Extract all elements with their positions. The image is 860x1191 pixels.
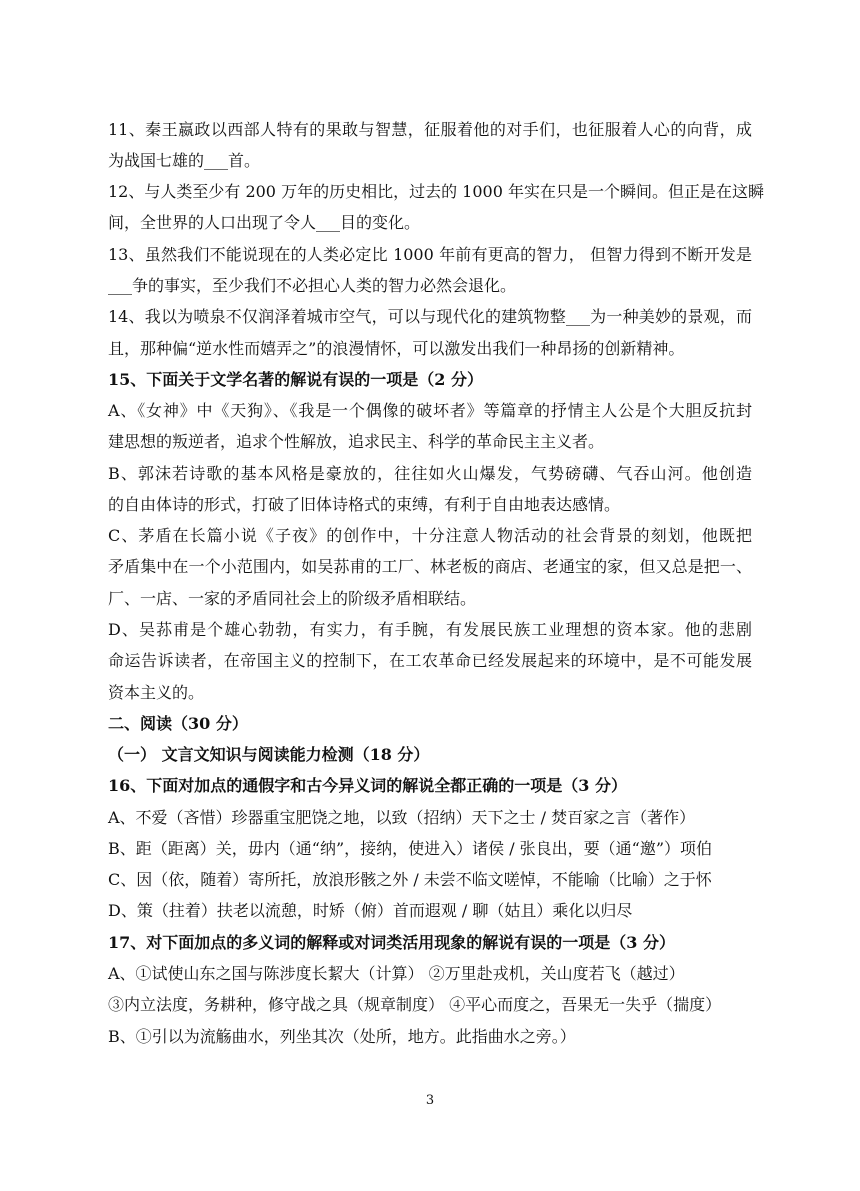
text-line: ___争的事实，至少我们不必担心人类的智力必然会退化。 [108, 276, 517, 295]
option-line: B、距（距离）关，毋内（通“纳”，接纳，使进入）诸侯 / 张良出，要（通“邀”）项伯 [108, 839, 713, 858]
text-line: 间，全世界的人口出现了令人___目的变化。 [108, 213, 421, 232]
option-line: A、不爱（吝惜）珍器重宝肥饶之地，以致（招纳）天下之士 / 焚百家之言（著作） [108, 808, 696, 827]
text-line: B、郭沫若诗歌的基本风格是豪放的，往往如火山爆发，气势磅礴、气吞山河。他创造 [108, 464, 752, 483]
text-line: A、《女神》中《天狗》、《我是一个偶像的破坏者》等篇章的抒情主人公是个大胆反抗封 [108, 401, 752, 420]
option-line: A、①试使山东之国与陈涉度长絜大（计算） ②万里赴戎机，关山度若飞（越过） [108, 964, 685, 983]
option-line: D、策（拄着）扶老以流憩，时矫（俯）首而遐观 / 聊（姑且）乘化以归尽 [108, 901, 633, 920]
text-line: D、吴荪甫是个雄心勃勃，有实力，有手腕，有发展民族工业理想的资本家。他的悲剧 [108, 620, 752, 639]
text-line: 建思想的叛逆者，追求个性解放，追求民主、科学的革命民主主义者。 [108, 432, 605, 451]
text-line: 矛盾集中在一个小范围内，如吴荪甫的工厂、林老板的商店、老通宝的家，但又总是把一、 [108, 557, 752, 576]
page-number: 3 [425, 1093, 435, 1108]
option-line: C、因（依，随着）寄所托，放浪形骸之外 / 未尝不临文嗟悼，不能喻（比喻）之于怀 [108, 870, 712, 889]
question-heading: 17、对下面加点的多义词的解释或对词类活用现象的解说有误的一项是（3 分） [108, 933, 675, 952]
text-line: 且，那种偏“逆水性而嬉弄之”的浪漫情怀，可以激发出我们一种昂扬的创新精神。 [108, 339, 685, 358]
text-line: 资本主义的。 [108, 683, 205, 702]
text-line: 命运告诉读者，在帝国主义的控制下，在工农革命已经发展起来的环境中，是不可能发展 [108, 651, 752, 670]
question-heading: 15、下面关于文学名著的解说有误的一项是（2 分） [108, 370, 483, 389]
section-heading: 二、阅读（30 分） [108, 714, 248, 733]
text-line: 的自由体诗的形式，打破了旧体诗格式的束缚，有利于自由地表达感情。 [108, 495, 621, 514]
text-line: 为战国七雄的___首。 [108, 151, 261, 170]
option-line: B、①引以为流觞曲水，列坐其次（处所，地方。此指曲水之旁。） [108, 1027, 576, 1046]
text-line: 厂、一店、一家的矛盾同社会上的阶级矛盾相联结。 [108, 589, 477, 608]
option-line: ③内立法度，务耕种，修守战之具（规章制度） ④平心而度之，吾果无一失乎（揣度） [108, 995, 722, 1014]
text-line: 11、秦王嬴政以西部人特有的果敢与智慧，征服着他的对手们，也征服着人心的向背，成 [108, 120, 752, 139]
subsection-heading: （一） 文言文知识与阅读能力检测（18 分） [108, 745, 430, 764]
text-line: 13、虽然我们不能说现在的人类必定比 1000 年前有更高的智力， 但智力得到不断开发是 [108, 245, 752, 264]
text-line: 12、与人类至少有 200 万年的历史相比，过去的 1000 年实在只是一个瞬间。但正是在这瞬 [108, 182, 764, 201]
text-line: C、茅盾在长篇小说《子夜》的创作中，十分注意人物活动的社会背景的刻划，他既把 [108, 526, 752, 545]
question-heading: 16、下面对加点的通假字和古今异义词的解说全都正确的一项是（3 分） [108, 776, 627, 795]
text-line: 14、我以为喷泉不仅润泽着城市空气，可以与现代化的建筑物整___为一种美妙的景观，而 [108, 307, 752, 326]
